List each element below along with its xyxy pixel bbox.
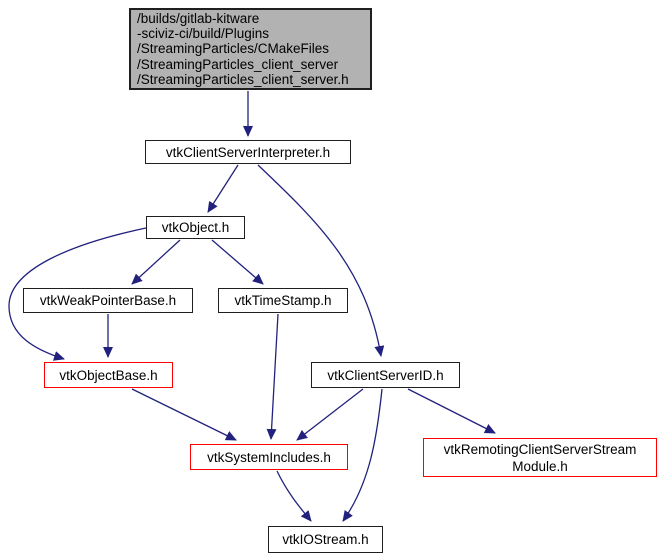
node-label: vtkIOStream.h (282, 532, 369, 547)
node-label: vtkClientServerID.h (327, 367, 444, 383)
root-path-line: /StreamingParticles_client_server (137, 56, 339, 72)
edge-object-to-timestamp (212, 240, 263, 284)
edge-clientserverid-to-systemincludes (297, 389, 363, 440)
node-label: vtkTimeStamp.h (234, 293, 332, 308)
node-root-header-file (129, 8, 372, 90)
node-vtksystemincludes[interactable] (190, 444, 348, 470)
root-path-line: /StreamingParticles_client_server.h (137, 71, 349, 87)
edge-timestamp-to-systemincludes (271, 314, 278, 439)
root-path-line: -sciviz-ci/build/Plugins (137, 26, 270, 42)
edge-clientserverid-to-remoting (408, 389, 495, 433)
node-vtkobjectbase[interactable] (44, 362, 173, 388)
root-path-line: /StreamingParticles/CMakeFiles (137, 41, 330, 57)
node-label: vtkObject.h (161, 220, 230, 235)
edge-interpreter-to-clientserverid (258, 165, 381, 356)
node-label: vtkClientServerInterpreter.h (165, 144, 331, 160)
edge-object-to-weakpointer (132, 240, 180, 284)
node-label: vtkWeakPointerBase.h (39, 293, 177, 308)
edge-systemincludes-to-iostream (277, 471, 311, 521)
node-vtkobject[interactable] (146, 216, 245, 239)
node-label: vtkSystemIncludes.h (207, 449, 331, 465)
node-vtkiostream[interactable] (268, 526, 383, 553)
node-vtkclientserverid[interactable] (311, 362, 460, 388)
node-vtkweakpointerbase[interactable] (23, 288, 193, 313)
node-vtkremotingclientserverstreammodule[interactable] (423, 438, 657, 477)
node-label: vtkRemotingClientServerStream (443, 441, 637, 457)
node-label: vtkObjectBase.h (59, 367, 158, 383)
root-path-line: /builds/gitlab-kitware (137, 11, 260, 26)
node-vtktimestamp[interactable] (218, 288, 348, 313)
edge-interpreter-to-object (208, 165, 238, 212)
node-vtkclientserverinterpreter[interactable] (145, 140, 351, 164)
node-label: Module.h (512, 458, 568, 474)
edge-clientserverid-to-iostream (343, 389, 382, 521)
edge-objectbase-to-systemincludes (132, 389, 236, 440)
